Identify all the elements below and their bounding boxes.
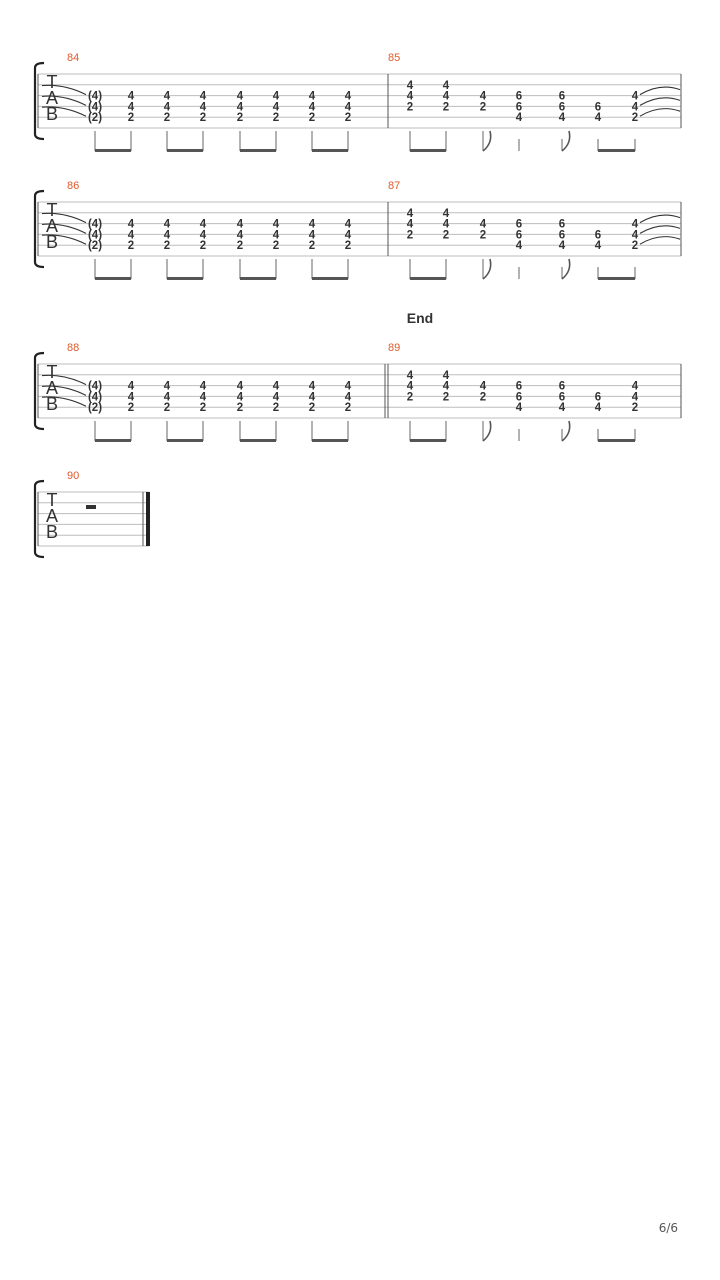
measure-number: 87 — [388, 180, 401, 192]
tab-clef-letter: A — [45, 378, 59, 398]
fret-number: 6 — [515, 380, 523, 393]
fret-number: 4 — [406, 380, 414, 393]
fret-number: 2 — [631, 240, 639, 253]
fret-number: 4 — [442, 90, 450, 103]
tie-arc-icon — [640, 237, 680, 245]
fret-number: 2 — [308, 402, 316, 415]
fret-number: 4 — [236, 229, 244, 242]
tab-clef-letter: B — [45, 232, 59, 252]
measure-number: 90 — [67, 470, 80, 482]
fret-number: 4 — [344, 380, 352, 393]
fret-number: 6 — [594, 391, 602, 404]
fret-number: 4 — [406, 218, 414, 231]
fret-number: 4 — [199, 90, 207, 103]
fret-number: 4 — [515, 402, 523, 415]
end-section-marker: End — [406, 310, 434, 326]
fret-number: 2 — [442, 101, 450, 114]
fret-number: 4 — [236, 391, 244, 404]
measure-number: 88 — [67, 342, 80, 354]
fret-number: 4 — [127, 391, 135, 404]
fret-number: 4 — [308, 380, 316, 393]
fret-number: 2 — [199, 402, 207, 415]
measure-number: 86 — [67, 180, 80, 192]
fret-number: 4 — [594, 402, 602, 415]
eighth-beam — [598, 439, 635, 442]
eighth-beam — [167, 149, 203, 152]
fret-number: 4 — [406, 369, 414, 382]
whole-rest-icon — [86, 505, 96, 509]
measure-number: 84 — [67, 52, 80, 64]
fret-number: 4 — [127, 229, 135, 242]
fret-number: 6 — [558, 229, 566, 242]
eighth-beam — [410, 439, 446, 442]
fret-number: 4 — [272, 218, 280, 231]
eighth-beam — [598, 149, 635, 152]
fret-number: 4 — [199, 101, 207, 114]
fret-number: 4 — [163, 229, 171, 242]
tab-clef-letter: T — [46, 490, 58, 510]
eighth-beam — [167, 439, 203, 442]
fret-number: 4 — [127, 90, 135, 103]
fret-number: 4 — [515, 240, 523, 253]
eighth-beam — [95, 149, 131, 152]
fret-number: 4 — [594, 112, 602, 125]
fret-number: 4 — [631, 101, 639, 114]
page-number: 6/6 — [658, 1221, 678, 1235]
fret-number: 4 — [308, 90, 316, 103]
fret-number: 4 — [479, 90, 487, 103]
fret-number: 4 — [344, 229, 352, 242]
fret-number: 4 — [272, 380, 280, 393]
eighth-flag-icon — [562, 421, 570, 441]
fret-number: 4 — [558, 112, 566, 125]
fret-number: 4 — [631, 90, 639, 103]
fret-number: 6 — [558, 90, 566, 103]
eighth-beam — [312, 277, 348, 280]
fret-number: 6 — [558, 380, 566, 393]
fret-number: 2 — [308, 240, 316, 253]
fret-number: 2 — [199, 240, 207, 253]
fret-number: 2 — [344, 240, 352, 253]
fret-number: 4 — [163, 218, 171, 231]
fret-number: 2 — [163, 112, 171, 125]
eighth-beam — [240, 439, 276, 442]
fret-number: 2 — [406, 391, 414, 404]
fret-number: 4 — [631, 229, 639, 242]
tab-clef-letter: A — [45, 88, 59, 108]
fret-number: 4 — [344, 101, 352, 114]
fret-number: 2 — [127, 112, 135, 125]
fret-number: 6 — [515, 391, 523, 404]
fret-number: 4 — [236, 218, 244, 231]
fret-number: 2 — [236, 402, 244, 415]
fret-number: 6 — [515, 229, 523, 242]
fret-number: 4 — [308, 391, 316, 404]
fret-number: 2 — [127, 402, 135, 415]
fret-number: 4 — [442, 207, 450, 220]
tab-clef-letter: T — [46, 72, 58, 92]
eighth-beam — [598, 277, 635, 280]
fret-number: 6 — [515, 90, 523, 103]
fret-number: 2 — [442, 391, 450, 404]
fret-number: 2 — [272, 112, 280, 125]
fret-number: 2 — [631, 402, 639, 415]
fret-number: 4 — [631, 380, 639, 393]
fret-number: (4) — [87, 90, 103, 103]
fret-number: 2 — [272, 402, 280, 415]
eighth-beam — [95, 277, 131, 280]
fret-number: (2) — [87, 240, 103, 253]
fret-number: 4 — [163, 380, 171, 393]
fret-number: 6 — [558, 218, 566, 231]
fret-number: 2 — [479, 101, 487, 114]
fret-number: 6 — [594, 229, 602, 242]
fret-number: 4 — [558, 240, 566, 253]
fret-number: 4 — [272, 90, 280, 103]
fret-number: 6 — [558, 391, 566, 404]
tab-clef-letter: T — [46, 200, 58, 220]
fret-number: 2 — [199, 112, 207, 125]
tab-clef-letter: T — [46, 362, 58, 382]
fret-number: 4 — [442, 369, 450, 382]
fret-number: 4 — [127, 101, 135, 114]
tab-clef-letter: B — [45, 394, 59, 414]
tie-arc-icon — [640, 215, 680, 223]
eighth-flag-icon — [483, 421, 491, 441]
fret-number: 4 — [558, 402, 566, 415]
fret-number: 2 — [344, 402, 352, 415]
fret-number: 4 — [308, 101, 316, 114]
fret-number: 4 — [631, 218, 639, 231]
tie-arc-icon — [640, 109, 680, 117]
fret-number: (2) — [87, 112, 103, 125]
fret-number: 4 — [442, 380, 450, 393]
eighth-beam — [167, 277, 203, 280]
fret-number: 4 — [594, 240, 602, 253]
fret-number: 4 — [236, 90, 244, 103]
eighth-beam — [312, 149, 348, 152]
tab-clef-letter: B — [45, 522, 59, 542]
fret-number: 4 — [406, 207, 414, 220]
eighth-beam — [240, 277, 276, 280]
fret-number: 4 — [163, 90, 171, 103]
fret-number: 2 — [406, 101, 414, 114]
fret-number: 4 — [479, 218, 487, 231]
fret-number: (4) — [87, 380, 103, 393]
fret-number: 2 — [163, 240, 171, 253]
fret-number: (4) — [87, 101, 103, 114]
fret-number: 4 — [199, 391, 207, 404]
fret-number: 4 — [406, 79, 414, 92]
fret-number: 6 — [515, 101, 523, 114]
fret-number: 4 — [236, 101, 244, 114]
eighth-beam — [95, 439, 131, 442]
fret-number: 4 — [163, 101, 171, 114]
measure-number: 85 — [388, 52, 401, 64]
fret-number: 2 — [236, 112, 244, 125]
fret-number: 2 — [479, 391, 487, 404]
fret-number: (4) — [87, 229, 103, 242]
fret-number: 4 — [272, 229, 280, 242]
eighth-flag-icon — [483, 131, 491, 151]
fret-number: 2 — [631, 112, 639, 125]
fret-number: 6 — [558, 101, 566, 114]
fret-number: (4) — [87, 391, 103, 404]
tie-arc-icon — [640, 226, 680, 234]
eighth-beam — [410, 149, 446, 152]
fret-number: 4 — [406, 90, 414, 103]
tie-arc-icon — [640, 98, 680, 106]
fret-number: 2 — [406, 229, 414, 242]
fret-number: 4 — [344, 391, 352, 404]
fret-number: 4 — [344, 218, 352, 231]
fret-number: 2 — [308, 112, 316, 125]
fret-number: 2 — [272, 240, 280, 253]
fret-number: (2) — [87, 402, 103, 415]
fret-number: 4 — [127, 218, 135, 231]
measure-number: 89 — [388, 342, 401, 354]
fret-number: 4 — [631, 391, 639, 404]
final-bar-line — [146, 492, 150, 546]
fret-number: 4 — [442, 218, 450, 231]
tie-arc-icon — [640, 87, 680, 95]
fret-number: 2 — [344, 112, 352, 125]
fret-number: 4 — [479, 380, 487, 393]
eighth-flag-icon — [562, 131, 570, 151]
eighth-beam — [410, 277, 446, 280]
fret-number: 4 — [272, 391, 280, 404]
eighth-beam — [312, 439, 348, 442]
fret-number: 4 — [199, 218, 207, 231]
tab-clef-letter: B — [45, 104, 59, 124]
tab-clef-letter: A — [45, 216, 59, 236]
fret-number: 6 — [594, 101, 602, 114]
fret-number: 4 — [308, 229, 316, 242]
fret-number: (4) — [87, 218, 103, 231]
fret-number: 4 — [272, 101, 280, 114]
eighth-flag-icon — [483, 259, 491, 279]
fret-number: 4 — [344, 90, 352, 103]
eighth-flag-icon — [562, 259, 570, 279]
fret-number: 4 — [127, 380, 135, 393]
fret-number: 4 — [199, 229, 207, 242]
fret-number: 4 — [163, 391, 171, 404]
fret-number: 4 — [199, 380, 207, 393]
fret-number: 4 — [308, 218, 316, 231]
tab-clef-letter: A — [45, 506, 59, 526]
fret-number: 2 — [479, 229, 487, 242]
fret-number: 4 — [236, 380, 244, 393]
fret-number: 4 — [515, 112, 523, 125]
fret-number: 2 — [163, 402, 171, 415]
fret-number: 6 — [515, 218, 523, 231]
fret-number: 4 — [442, 79, 450, 92]
fret-number: 2 — [236, 240, 244, 253]
fret-number: 2 — [127, 240, 135, 253]
fret-number: 2 — [442, 229, 450, 242]
eighth-beam — [240, 149, 276, 152]
